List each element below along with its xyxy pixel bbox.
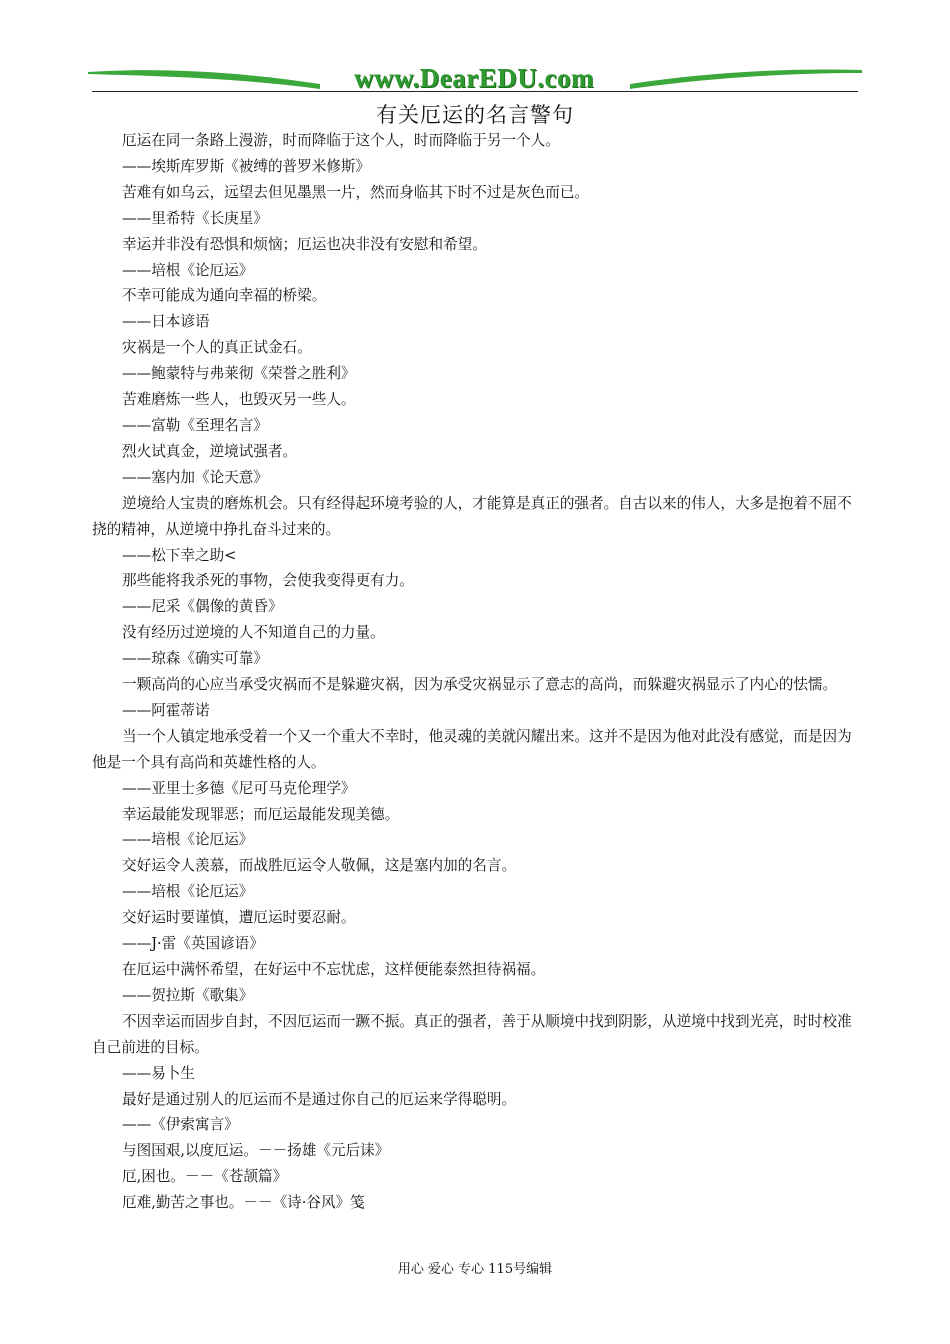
paragraph: 那些能将我杀死的事物，会使我变得更有力。 — [122, 572, 414, 590]
paragraph: 苦难有如乌云，远望去但见墨黑一片，然而身临其下时不过是灰色而已。 — [122, 183, 590, 201]
paragraph: 厄运在同一条路上漫游，时而降临于这个人，时而降临于另一个人。 — [122, 132, 560, 149]
paragraph: ——阿霍蒂诺 — [122, 701, 210, 719]
paragraph: 厄,困也。－－《苍颉篇》 — [122, 1168, 288, 1186]
paragraph: ——埃斯库罗斯《被缚的普罗米修斯》 — [122, 157, 371, 175]
left-swoosh-icon — [88, 70, 320, 89]
paragraph: ——培根《论厄运》 — [122, 883, 254, 901]
paragraph: ——易卜生 — [122, 1064, 195, 1082]
paragraph: ——培根《论厄运》 — [122, 831, 254, 849]
paragraph: ——里希特《长庚星》 — [122, 209, 268, 227]
paragraph: 最好是通过别人的厄运而不是通过你自己的厄运来学得聪明。 — [122, 1090, 517, 1108]
paragraph: 在厄运中满怀希望，在好运中不忘忧虑，这样便能泰然担待祸福。 — [122, 961, 546, 978]
header-rule — [92, 91, 858, 92]
paragraph: 交好运令人羡慕，而战胜厄运令人敬佩，这是塞内加的名言。 — [122, 857, 517, 875]
paragraph: ——鲍蒙特与弗莱彻《荣誉之胜利》 — [122, 365, 356, 383]
paragraph: ——培根《论厄运》 — [122, 261, 254, 279]
paragraph: ——贺拉斯《歌集》 — [122, 986, 254, 1004]
paragraph: ——琼森《确实可靠》 — [122, 650, 268, 668]
paragraph: 逆境给人宝贵的磨炼机会。只有经得起环境考验的人，才能算是真正的强者。自古以来的伟人，大多是抱着不屈不挠的精神，从逆境中挣扎奋斗过来的。 — [92, 494, 852, 538]
header-brand-logo: www.DearEDU.com — [354, 63, 594, 93]
paragraph: ——亚里士多德《尼可马克伦理学》 — [122, 779, 356, 797]
paragraph: 当一个人镇定地承受着一个又一个重大不幸时，他灵魂的美就闪耀出来。这并不是因为他对此没有感觉，而是因为他是一个具有高尚和英雄性格的人。 — [92, 727, 852, 771]
paragraph: ——《伊索寓言》 — [122, 1116, 239, 1134]
paragraph: 与图国艰,以度厄运。－－扬雄《元后诔》 — [122, 1142, 390, 1160]
paragraph: 幸运最能发现罪恶；而厄运最能发现美德。 — [122, 805, 400, 823]
paragraph: 烈火试真金，逆境试强者。 — [122, 442, 298, 460]
page-footer: 用心 爱心 专心 115号编辑 — [397, 1262, 553, 1277]
paragraph: 没有经历过逆境的人不知道自己的力量。 — [122, 624, 385, 642]
paragraph: ——松下幸之助< — [122, 546, 237, 564]
document-body — [92, 128, 862, 1216]
paragraph: ——塞内加《论天意》 — [122, 468, 268, 486]
right-swoosh-icon — [630, 70, 862, 89]
paragraph: ——尼采《偶像的黄昏》 — [122, 598, 283, 616]
paragraph: ——J·雷《英国谚语》 — [122, 935, 264, 953]
paragraph: 灾祸是一个人的真正试金石。 — [122, 339, 312, 357]
paragraph: ——日本谚语 — [122, 313, 210, 331]
paragraph: 幸运并非没有恐惧和烦恼；厄运也决非没有安慰和希望。 — [122, 235, 487, 253]
paragraph: 交好运时要谨慎，遭厄运时要忍耐。 — [122, 909, 356, 927]
paragraph: 不幸可能成为通向幸福的桥梁。 — [122, 287, 327, 305]
paragraph: 不因幸运而固步自封，不因厄运而一蹶不振。真正的强者，善于从顺境中找到阴影，从逆境中找到光亮，时时校准自己前进的目标。 — [92, 1012, 852, 1056]
paragraph: ——富勒《至理名言》 — [122, 416, 268, 434]
paragraph: 苦难磨炼一些人，也毁灭另一些人。 — [122, 391, 356, 409]
paragraph: 一颗高尚的心应当承受灾祸而不是躲避灾祸，因为承受灾祸显示了意志的高尚，而躲避灾祸显示了内心的怯懦。 — [122, 676, 838, 694]
paragraph: 厄难,勤苦之事也。－－《诗·谷风》笺 — [122, 1194, 365, 1212]
document-title: 有关厄运的名言警句 — [376, 103, 574, 127]
